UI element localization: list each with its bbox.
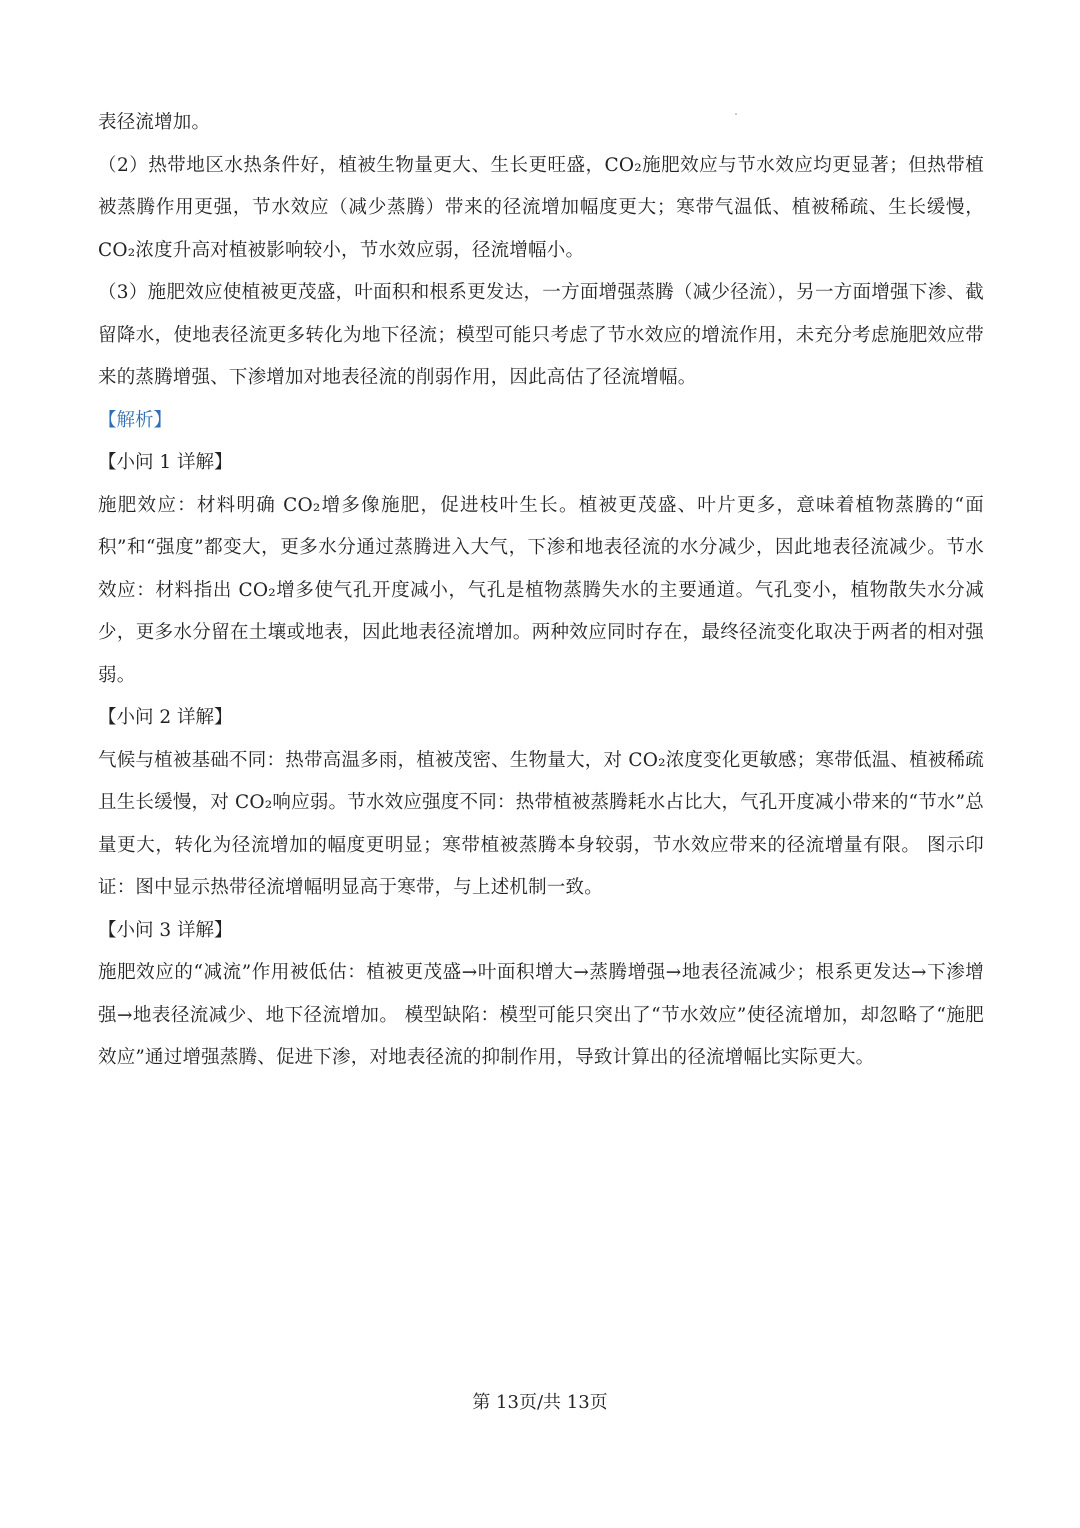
page-content bbox=[98, 102, 984, 1080]
question-2-explanation: 气候与植被基础不同：热带高温多雨，植被茂密、生物量大，对 CO₂浓度变化更敏感；寒带低温、植被稀疏且生长缓慢，对 CO₂响应弱。节水效应强度不同：热带植被蒸腾耗水占比大，气孔开度减小带来的“节水”总量更大，转化为径流增加的幅度更明显；寒带植被蒸腾本身较弱，节水效应带来的径流增量有限。 图示印证：图中显示热带径流增幅明显高于寒带，与上述机制一致。 bbox=[98, 749, 984, 898]
question-3-heading: 【小问 3 详解】 bbox=[98, 919, 233, 941]
page-number-footer: 第 13页/共 13页 bbox=[472, 1392, 608, 1413]
analysis-label: 【解析】 bbox=[98, 409, 173, 431]
question-1-explanation: 施肥效应：材料明确 CO₂增多像施肥，促进枝叶生长。植被更茂盛、叶片更多，意味着植物蒸腾的“面积”和“强度”都变大，更多水分通过蒸腾进入大气，下渗和地表径流的水分减少，因此地表径流减少。节水效应：材料指出 CO₂增多使气孔开度减小，气孔是植物蒸腾失水的主要通道。气孔变小，植物散失水分减少，更多水分留在土壤或地表，因此地表径流增加。两种效应同时存在，最终径流变化取决于两者的相对强弱。 bbox=[98, 494, 984, 686]
answer-paragraph-3: （3）施肥效应使植被更茂盛，叶面积和根系更发达，一方面增强蒸腾（减少径流），另一方面增强下渗、截留降水，使地表径流更多转化为地下径流；模型可能只考虑了节水效应的增流作用，未充分考虑施肥效应带来的蒸腾增强、下渗增加对地表径流的削弱作用，因此高估了径流增幅。 bbox=[98, 282, 984, 388]
question-1-heading: 【小问 1 详解】 bbox=[98, 452, 233, 473]
answer-paragraph-2: （2）热带地区水热条件好，植被生物量更大、生长更旺盛，CO₂施肥效应与节水效应均更显著；但热带植被蒸腾作用更强，节水效应（减少蒸腾）带来的径流增加幅度更大；寒带气温低、植被稀疏、生长缓慢，CO₂浓度升高对植被影响较小，节水效应弱，径流增幅小。 bbox=[98, 154, 984, 261]
question-2-heading: 【小问 2 详解】 bbox=[98, 707, 233, 728]
answer-paragraph-1-tail: 表径流增加。 bbox=[98, 112, 211, 133]
question-3-explanation: 施肥效应的“减流”作用被低估：植被更茂盛→叶面积增大→蒸腾增强→地表径流减少；根系更发达→下渗增强→地表径流减少、地下径流增加。 模型缺陷：模型可能只突出了“节水效应”使径流增加，却忽略了“施肥效应”通过增强蒸腾、促进下渗，对地表径流的抑制作用，导致计算出的径流增幅比实际更大。 bbox=[98, 962, 984, 1068]
